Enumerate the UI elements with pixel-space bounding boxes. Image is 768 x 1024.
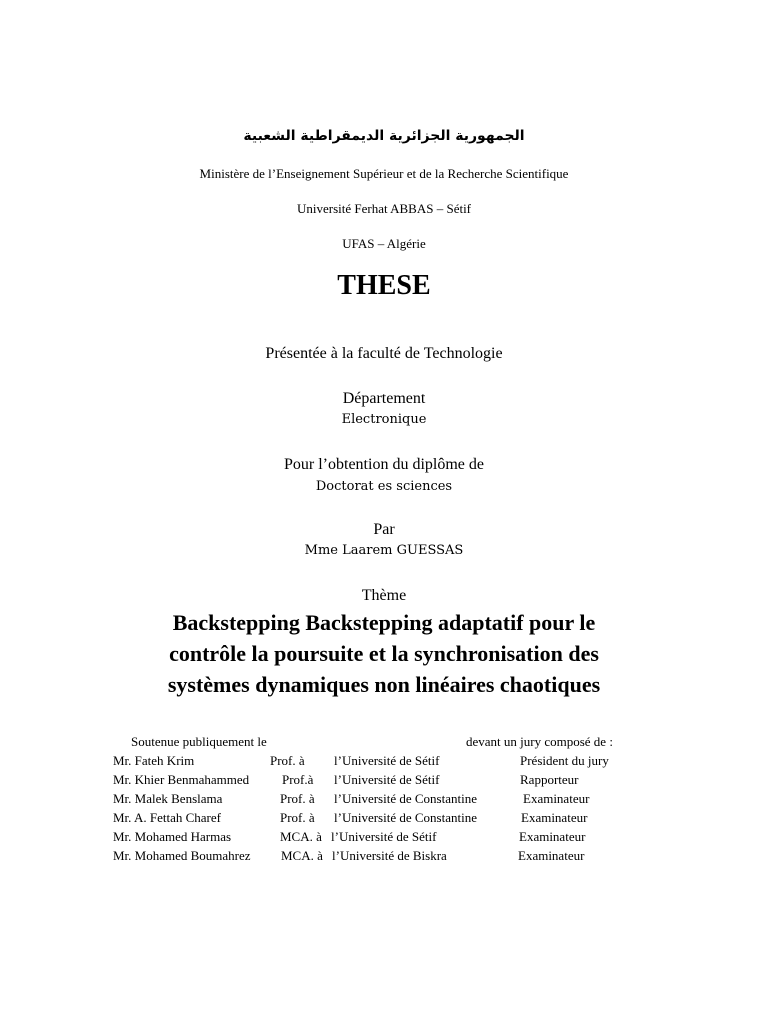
jury-member-role: Examinateur xyxy=(518,848,585,863)
author-name: Mme Laarem GUESSAS xyxy=(304,543,464,558)
jury-member-university: l’Université de Constantine xyxy=(334,791,477,806)
jury-member-role: Rapporteur xyxy=(520,772,579,787)
defense-intro: Soutenue publiquement le xyxy=(131,734,267,749)
jury-member-grade: MCA. à xyxy=(280,829,322,844)
jury-member-grade: MCA. à xyxy=(281,848,323,863)
department-label: Département xyxy=(342,390,426,407)
jury-member-university: l’Université de Sétif xyxy=(334,772,440,787)
jury-member-grade: Prof.à xyxy=(282,772,314,787)
jury-member-name: Mr. Mohamed Harmas xyxy=(113,829,232,844)
thesis-title-line-2: contrôle la poursuite et la synchronisation des xyxy=(169,641,599,666)
diploma-value: Doctorat es sciences xyxy=(315,479,453,494)
jury-member-university: l’Université de Biskra xyxy=(332,848,447,863)
jury-member-grade: Prof. à xyxy=(280,791,315,806)
jury-member-grade: Prof. à xyxy=(280,810,315,825)
faculty-line: Présentée à la faculté de Technologie xyxy=(265,345,503,362)
ufas-line: UFAS – Algérie xyxy=(342,236,426,251)
jury-intro: devant un jury composé de : xyxy=(466,734,613,749)
jury-member-name: Mr. Khier Benmahammed xyxy=(113,772,250,787)
jury-member-role: Examinateur xyxy=(519,829,586,844)
jury-member-name: Mr. Fateh Krim xyxy=(113,753,195,768)
jury-member-university: l’Université de Sétif xyxy=(331,829,437,844)
university-line: Université Ferhat ABBAS – Sétif xyxy=(296,201,472,216)
diploma-label: Pour l’obtention du diplôme de xyxy=(284,456,484,473)
thesis-title-line-1: Backstepping Backstepping adaptatif pour le xyxy=(172,610,596,635)
department-value: Electronique xyxy=(341,412,427,427)
document-type-title: THESE xyxy=(337,270,431,301)
jury-member-name: Mr. Mohamed Boumahrez xyxy=(113,848,251,863)
theme-label: Thème xyxy=(361,587,407,604)
par-label: Par xyxy=(373,521,395,538)
jury-member-role: Président du jury xyxy=(520,753,609,768)
republic-arabic-header: الجمهورية الجزائرية الديمقراطية الشعبية xyxy=(243,128,525,144)
jury-member-grade: Prof. à xyxy=(270,753,305,768)
jury-member-university: l’Université de Constantine xyxy=(334,810,477,825)
jury-member-role: Examinateur xyxy=(521,810,588,825)
jury-member-name: Mr. Malek Benslama xyxy=(113,791,223,806)
jury-member-university: l’Université de Sétif xyxy=(334,753,440,768)
jury-member-name: Mr. A. Fettah Charef xyxy=(113,810,221,825)
thesis-title-line-3: systèmes dynamiques non linéaires chaotiques xyxy=(167,672,601,697)
ministry-line: Ministère de l’Enseignement Supérieur et de la Recherche Scientifique xyxy=(199,166,569,181)
jury-member-role: Examinateur xyxy=(523,791,590,806)
